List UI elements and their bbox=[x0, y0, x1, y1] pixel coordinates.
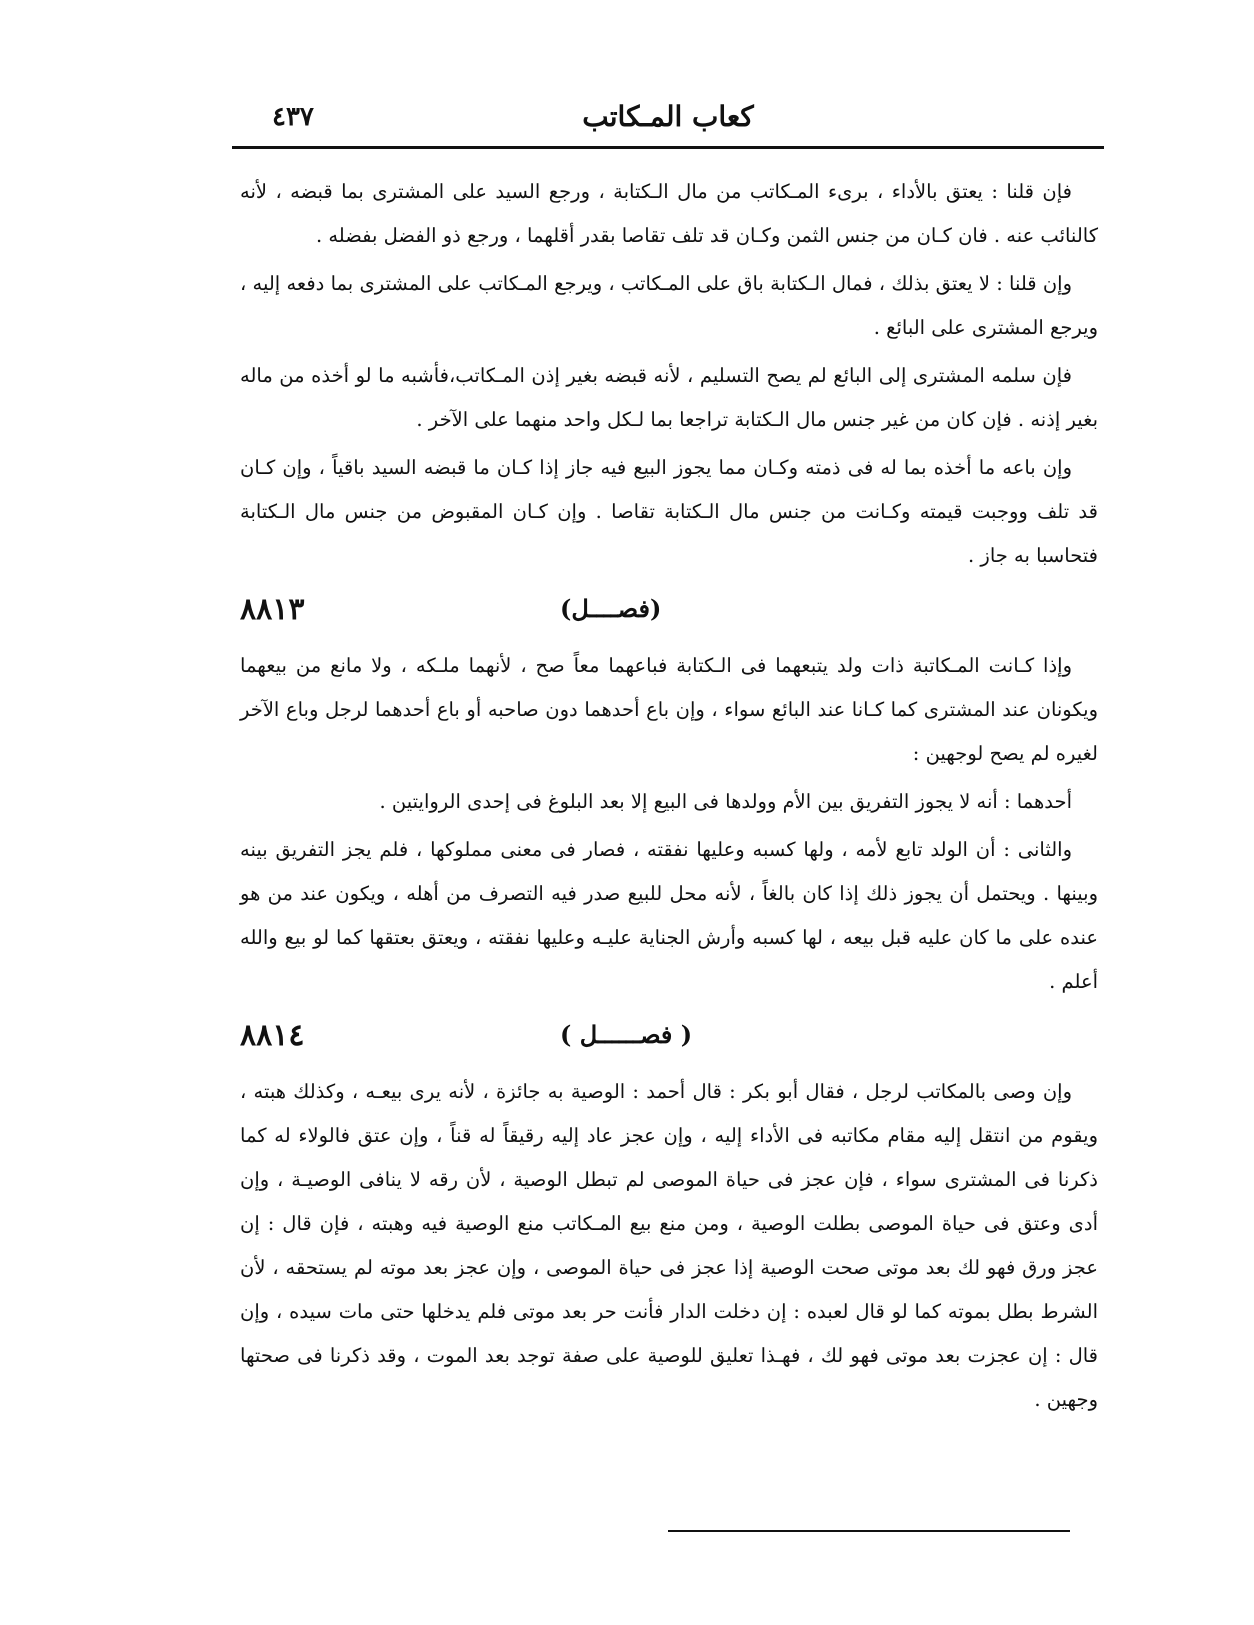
section-number: ٨٨١٣ bbox=[240, 592, 305, 627]
paragraph: فإن قلنا : يعتق بالأداء ، برىء المـكاتب من مال الـكتابة ، ورجع السيد على المشترى بما قبضه ، لأنه كالنائب عنه . فان كـان من جنس الثمن وكـان قد تلف تقاصا بقدر أقلهما ، ورجع ذو الفضل بفضله . bbox=[240, 180, 1098, 247]
page-header bbox=[232, 96, 1104, 146]
section-number: ٨٨١٤ bbox=[240, 1018, 305, 1053]
paragraph: وإذا كـانت المـكاتبة ذات ولد يتبعهما فى الـكتابة فباعهما معاً صح ، لأنهما ملـكه ، ولا مانع من بيعهما ويكونان عند المشترى كما كـانا عند البائع سواء ، وإن باع أحدهما دون صاحبه أو باع أحدهما لرجل وباع الآخر لغيره لم يصح لوجهين : bbox=[240, 654, 1098, 765]
paragraph: فإن سلمه المشترى إلى البائع لم يصح التسليم ، لأنه قبضه بغير إذن المـكاتب،فأشبه ما لو أخذه من ماله بغير إذنه . فإن كان من غير جنس مال الـكتابة تراجعا بما لـكل واحد منهما على الآخر . bbox=[240, 364, 1098, 431]
paragraph: وإن قلنا : لا يعتق بذلك ، فمال الـكتابة باق على المـكاتب ، ويرجع المـكاتب على المشترى بما دفعه إليه ، ويرجع المشترى على البائع . bbox=[240, 272, 1098, 339]
running-title: كعاب المـكاتب bbox=[582, 100, 754, 133]
paragraph: والثانى : أن الولد تابع لأمه ، ولها كسبه وعليها نفقته ، فصار فى معنى مملوكها ، فلم يجز التفريق بينه وبينها . ويحتمل أن يجوز ذلك إذا كان بالغاً ، لأنه محل للبيع صدر فيه التصرف من أهله ، ويكون عند من هو عنده على ما كان عليه قبل بيعه ، لها كسبه وأرش الجناية عليـه وعليها نفقته ، ويعتق بعتقها كما لو بيع والله أعلم . bbox=[240, 838, 1098, 993]
section-heading bbox=[240, 1010, 1098, 1070]
paragraph: وإن وصى بالمكاتب لرجل ، فقال أبو بكر : قال أحمد : الوصية به جائزة ، لأنه يرى بيعـه ، وكذلك هبته ، ويقوم من انتقل إليه مقام مكاتبه فى الأداء إليه ، وإن عجز عاد إليه رقيقاً له قناً ، وإن عتق فالولاء له كما ذكرنا فى المشترى سواء ، فإن عجز فى حياة الموصى لم تبطل الوصية ، لأن رقه لا ينافى الوصيـة ، وإن أدى وعتق فى حياة الموصى بطلت الوصية ، ومن منع بيع المـكاتب منع الوصية فيه وهبته ، فإن قال : إن عجز ورق فهو لك بعد موتى صحت الوصية إذا عجز فى حياة الموصى ، وإن عجز بعد موته لم يستحقه ، لأن الشرط بطل بموته كما لو قال لعبده : إن دخلت الدار فأنت حر بعد موتى فلم يدخلها حتى مات سيده ، وإن قال : إن عجزت بعد موتى فهو لك ، فهـذا تعليق للوصية على صفة توجد بعد الموت ، وقد ذكرنا فى صحتها وجهين . bbox=[240, 1080, 1098, 1411]
main-text bbox=[240, 170, 1098, 1426]
page-number: ٤٣٧ bbox=[272, 102, 314, 132]
section-title: (فصــــل) bbox=[560, 594, 662, 623]
section-title: ( فصــــــل ) bbox=[560, 1020, 693, 1049]
paragraph: وإن باعه ما أخذه بما له فى ذمته وكـان مما يجوز البيع فيه جاز إذا كـان ما قبضه السيد باقياً ، وإن كـان قد تلف ووجبت قيمته وكـانت من جنس مال الـكتابة تقاصا . وإن كـان المقبوض من جنس مال الـكتابة فتحاسبا به جاز . bbox=[240, 456, 1098, 567]
header-rule bbox=[232, 146, 1104, 149]
section-heading bbox=[240, 584, 1098, 644]
footnote-rule bbox=[668, 1530, 1070, 1532]
paragraph: أحدهما : أنه لا يجوز التفريق بين الأم وولدها فى البيع إلا بعد البلوغ فى إحدى الروايتين . bbox=[379, 790, 1072, 813]
